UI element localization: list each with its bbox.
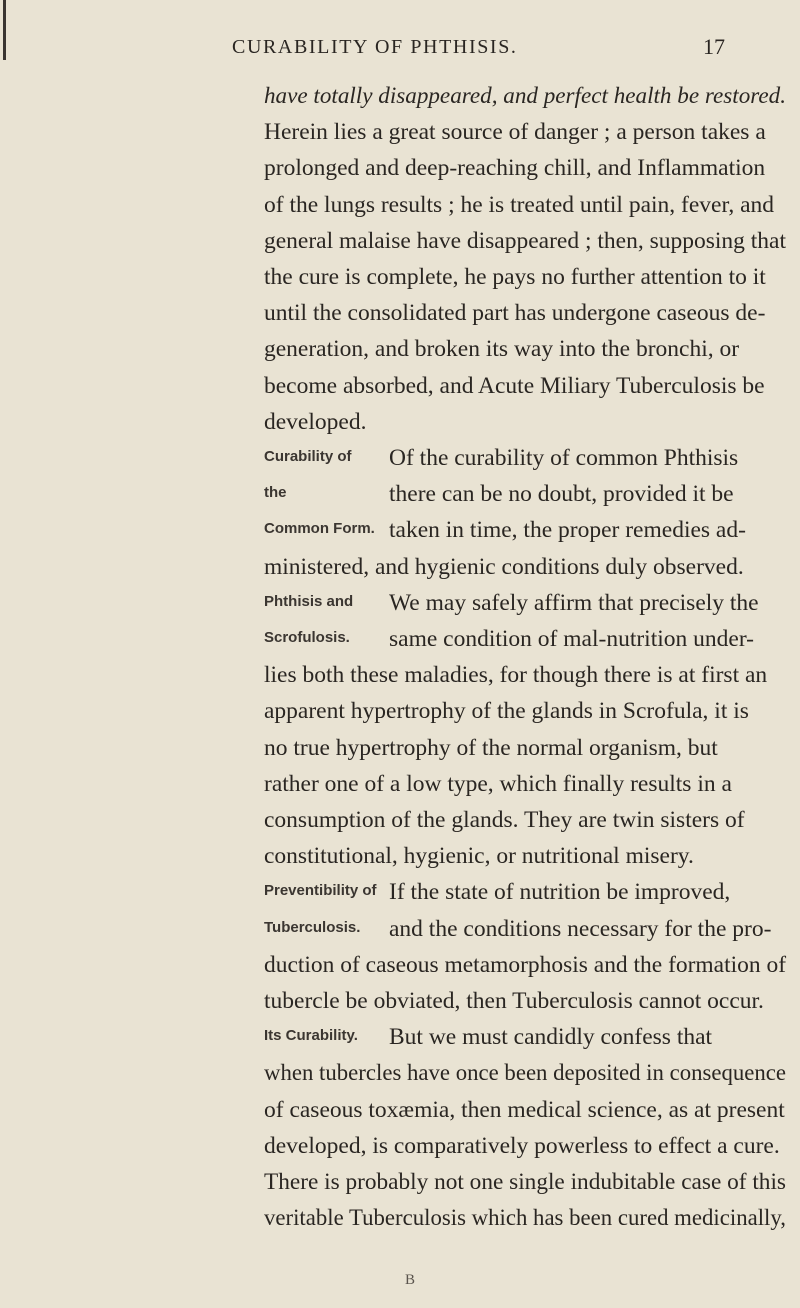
body-text: Of the curability of common Phthisis <box>389 445 739 471</box>
body-text: ministered, and hygienic conditions duly observed. <box>264 553 744 580</box>
margin-note: Scrofulosis. <box>264 629 350 646</box>
body-text: the cure is complete, he pays no further attention to it <box>264 264 766 290</box>
margin-note: Common Form. <box>264 520 375 538</box>
body-text: duction of caseous metamorphosis and the formation of <box>264 951 787 978</box>
signature-mark: B <box>405 1272 416 1288</box>
margin-note: Its Curability. <box>264 1027 358 1045</box>
body-text: and the conditions necessary for the pro- <box>389 915 772 942</box>
body-text: until the consolidated part has undergone caseous de- <box>264 300 766 327</box>
page-number: 17 <box>703 34 725 59</box>
body-text: generation, and broken its way into the bronchi, or <box>264 336 740 363</box>
body-text: Herein lies a great source of danger ; a person takes a <box>264 119 766 146</box>
body-text: apparent hypertrophy of the glands in Scrofula, it is <box>264 698 749 725</box>
body-text: become absorbed, and Acute Miliary Tuberculosis be <box>264 372 765 399</box>
margin-note: Tuberculosis. <box>264 918 361 936</box>
body-text: developed, is comparatively powerless to effect a cure. <box>264 1132 780 1159</box>
body-text: rather one of a low type, which finally results in a <box>264 770 732 797</box>
margin-note: the <box>264 484 287 502</box>
margin-note: Phthisis and <box>264 592 354 610</box>
body-text: of the lungs results ; he is treated until pain, fever, and <box>264 191 775 218</box>
body-text: have totally disappeared, and perfect health be restored. <box>264 83 786 109</box>
body-text: We may safely affirm that precisely the <box>389 589 759 616</box>
body-text: there can be no doubt, provided it be <box>389 481 734 508</box>
body-text: lies both these maladies, for though there is at first an <box>264 662 768 689</box>
body-text: If the state of nutrition be improved, <box>389 879 731 906</box>
body-text: of caseous toxæmia, then medical science, as at present <box>264 1096 785 1123</box>
margin-note: Preventibility of <box>264 882 377 900</box>
body-text: prolonged and deep-reaching chill, and Inflammation <box>264 155 766 182</box>
body-text: general malaise have disappeared ; then, supposing that <box>264 227 787 254</box>
body-text: But we must candidly confess that <box>389 1024 713 1051</box>
body-text: There is probably not one single indubitable case of this <box>264 1169 786 1195</box>
body-text: no true hypertrophy of the normal organism, but <box>264 734 718 761</box>
body-text: developed. <box>264 408 367 435</box>
body-text: when tubercles have once been deposited in consequence <box>264 1060 787 1087</box>
body-text: tubercle be obviated, then Tuberculosis cannot occur. <box>264 988 764 1014</box>
body-text: veritable Tuberculosis which has been cured medicinally, <box>264 1205 786 1232</box>
body-text: consumption of the glands. They are twin sisters of <box>264 807 745 833</box>
running-head <box>0 36 800 66</box>
margin-note: Curability of <box>264 448 352 465</box>
running-title: CURABILITY OF PHTHISIS. <box>232 36 518 58</box>
body-text: same condition of mal-nutrition under- <box>389 626 754 652</box>
body-text: taken in time, the proper remedies ad- <box>389 517 746 544</box>
body-text: constitutional, hygienic, or nutritional misery. <box>264 843 694 870</box>
